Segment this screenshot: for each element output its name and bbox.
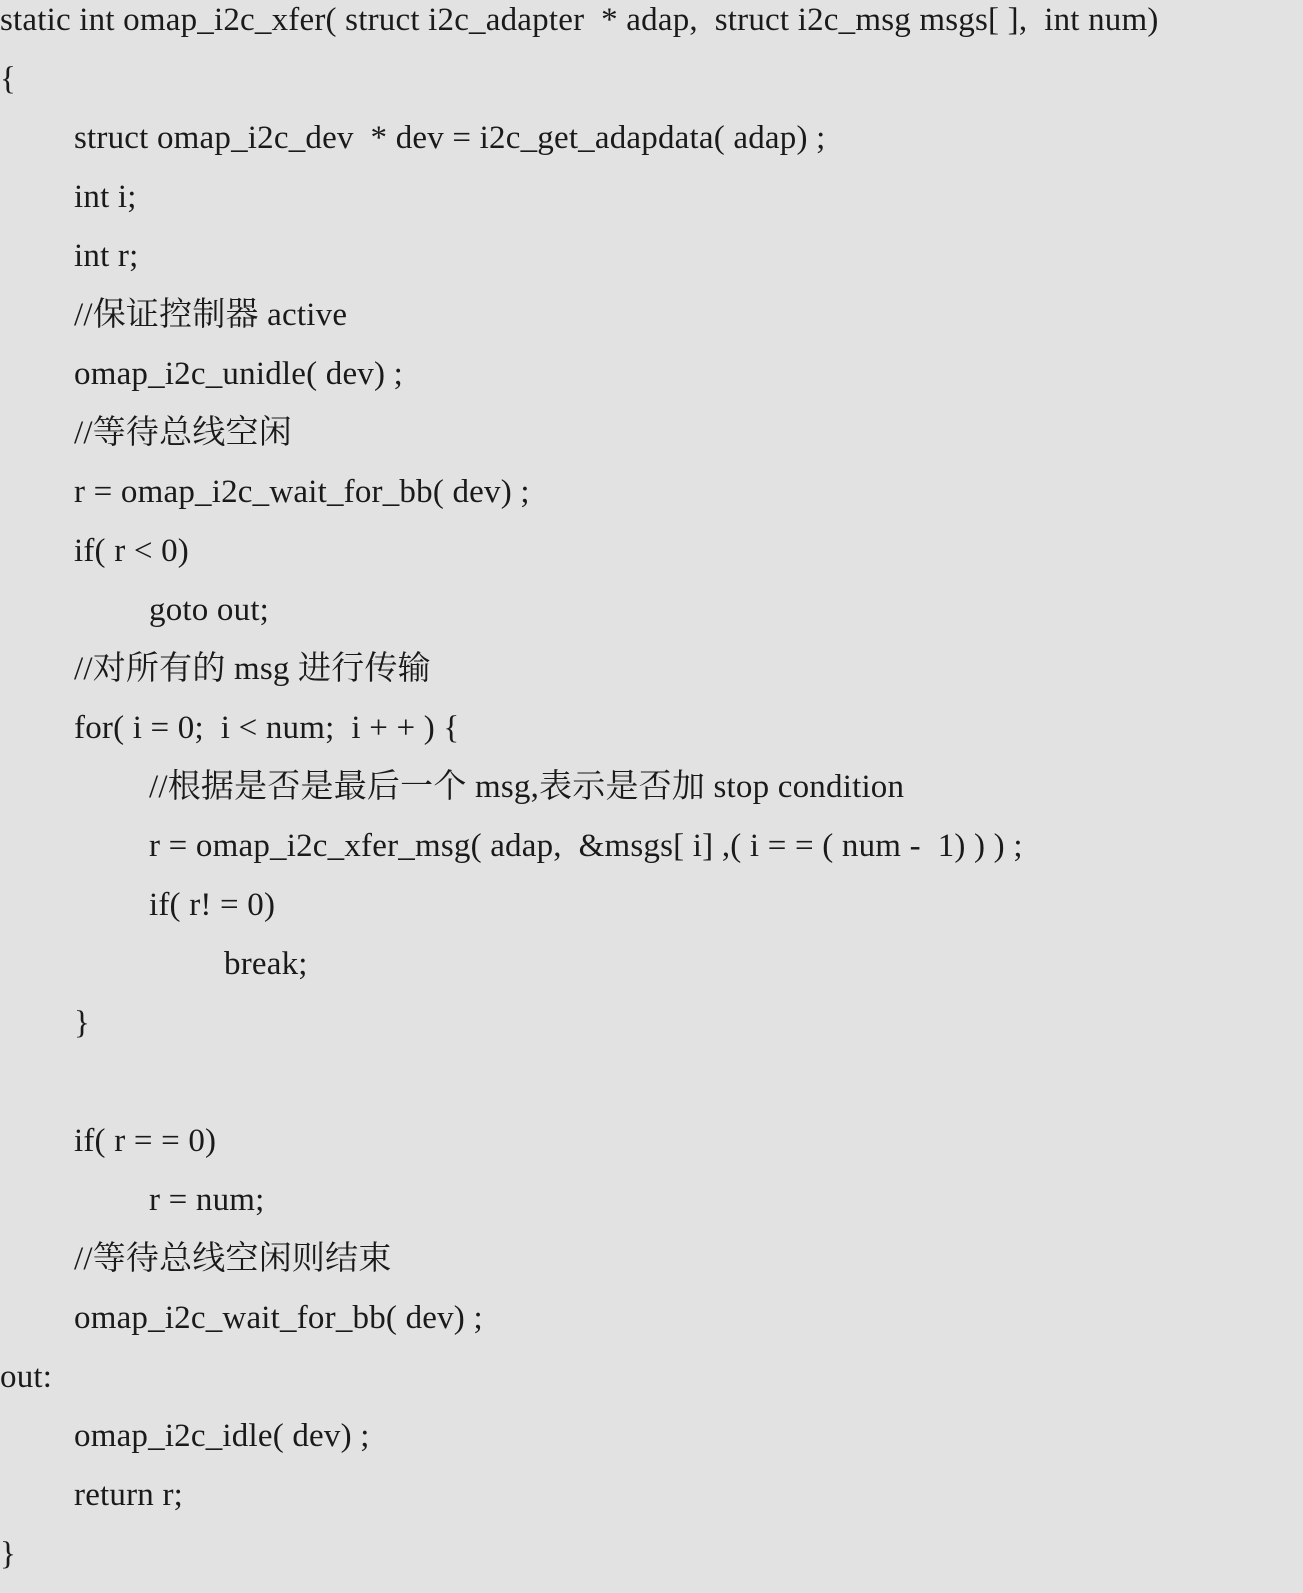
code-line-out-label: out: xyxy=(0,1359,53,1395)
code-line-wait-for-bb: r = omap_i2c_wait_for_bb( dev) ; xyxy=(74,474,530,510)
code-line-close-brace: } xyxy=(0,1536,17,1572)
code-line-xfer-msg: r = omap_i2c_xfer_msg( adap, &msgs[ i] ,( i = = ( num - 1) ) ) ; xyxy=(149,828,1023,864)
code-line-r-equals-num: r = num; xyxy=(149,1182,265,1218)
code-line-comment-wait-idle: //等待总线空闲 xyxy=(74,415,292,451)
code-line-idle: omap_i2c_idle( dev) ; xyxy=(74,1418,370,1454)
code-line-comment-active: //保证控制器 active xyxy=(74,297,348,333)
code-line-break: break; xyxy=(224,946,308,982)
code-line-if-r-equals-zero: if( r = = 0) xyxy=(74,1123,217,1159)
code-line-for-loop: for( i = 0; i < num; i + + ) { xyxy=(74,710,460,746)
code-line-goto-out: goto out; xyxy=(149,592,270,628)
code-line-close-for: } xyxy=(74,1005,91,1041)
code-line-if-r-less-zero: if( r < 0) xyxy=(74,533,189,569)
code-line-function-signature: static int omap_i2c_xfer( struct i2c_adapter * adap, struct i2c_msg msgs[ ], int num) xyxy=(0,2,1159,38)
code-line-comment-transfer: //对所有的 msg 进行传输 xyxy=(74,651,431,687)
code-line-comment-wait-end: //等待总线空闲则结束 xyxy=(74,1241,392,1277)
code-line-unidle: omap_i2c_unidle( dev) ; xyxy=(74,356,404,392)
code-line-dev-declaration: struct omap_i2c_dev * dev = i2c_get_adapdata( adap) ; xyxy=(74,120,826,156)
code-line-int-i: int i; xyxy=(74,179,137,215)
code-line-int-r: int r; xyxy=(74,238,139,274)
code-line-wait-for-bb-final: omap_i2c_wait_for_bb( dev) ; xyxy=(74,1300,483,1336)
code-line-if-r-not-zero: if( r! = 0) xyxy=(149,887,276,923)
code-line-open-brace: { xyxy=(0,61,17,97)
code-line-return: return r; xyxy=(74,1477,184,1513)
code-line-comment-stop-condition: //根据是否是最后一个 msg,表示是否加 stop condition xyxy=(149,769,905,805)
